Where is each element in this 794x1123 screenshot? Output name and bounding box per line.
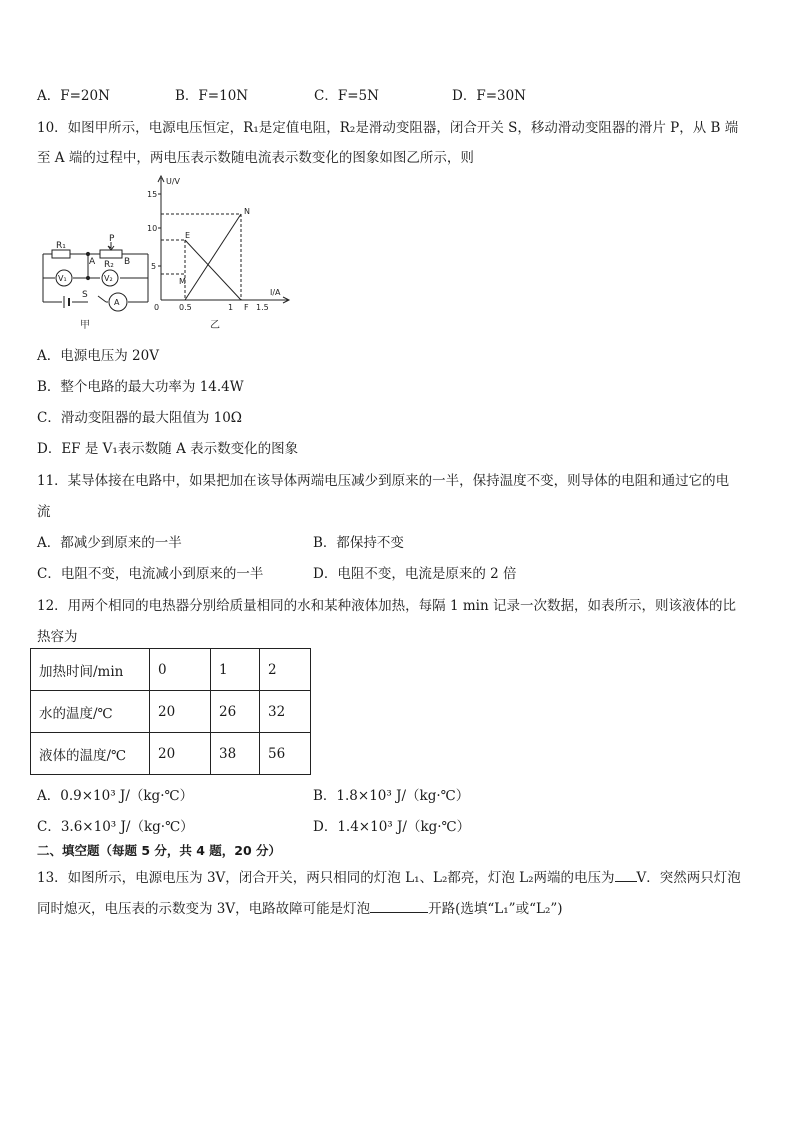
- q12-stem-line1: 12．用两个相同的电热器分别给质量相同的水和某种液体加热，每隔 1 min 记录一次数据，如表所示，则该液体的比: [37, 598, 736, 614]
- q9-option-c: C．F=5N: [314, 88, 379, 104]
- y-tick-10: 10: [147, 224, 158, 233]
- label-v1: V₁: [58, 274, 67, 283]
- label-p: P: [109, 234, 115, 244]
- q10-figure-svg: [38, 172, 294, 332]
- x-tick-1.5: 1.5: [256, 303, 269, 312]
- q10-stem-line2: 至 A 端的过程中，两电压表示数随电流表示数变化的图象如图乙所示，则: [37, 150, 474, 166]
- label-r2: R₂: [104, 260, 114, 270]
- y-tick-5: 5: [151, 262, 157, 271]
- table-cell: 1: [211, 649, 260, 691]
- label-s: S: [82, 290, 88, 300]
- label-a: A: [89, 257, 96, 267]
- q12-stem-line2: 热容为: [37, 629, 78, 645]
- table-cell: 水的温度/℃: [31, 691, 150, 733]
- q11-stem-line1: 11．某导体接在电路中，如果把加在该导体两端电压减少到原来的一半，保持温度不变，则导体的电阻和通过它的电: [37, 473, 730, 489]
- y-axis-label: U/V: [166, 177, 181, 186]
- q12-option-a: A．0.9×10³ J/（kg·℃）: [37, 788, 194, 804]
- x-axis-label: I/A: [270, 288, 281, 297]
- table-row: [31, 649, 311, 691]
- table-cell: 26: [211, 691, 260, 733]
- table-row: [31, 691, 311, 733]
- label-graph-yi: 乙: [210, 320, 220, 331]
- section-heading: 二、填空题（每题 5 分，共 4 题，20 分）: [37, 843, 282, 858]
- table-cell: 32: [260, 691, 311, 733]
- table-cell: 加热时间/min: [31, 649, 150, 691]
- q9-option-a: A．F=20N: [37, 88, 110, 104]
- q12-data-table: [30, 648, 311, 775]
- graph-labels: [147, 177, 281, 331]
- q13-line1: [37, 866, 741, 886]
- x-tick-0.5: 0.5: [179, 303, 192, 312]
- q13-answer-blank-1[interactable]: [615, 869, 637, 882]
- q10-option-d: D．EF 是 V₁表示数随 A 表示数变化的图象: [37, 441, 299, 457]
- table-cell: 液体的温度/℃: [31, 733, 150, 775]
- q11-option-b: B．都保持不变: [313, 535, 404, 551]
- q9-option-d: D．F=30N: [452, 88, 526, 104]
- label-circuit-jia: 甲: [80, 320, 90, 331]
- point-m: M: [179, 277, 186, 286]
- x-tick-0: 0: [154, 303, 160, 312]
- q13-line1-text-b: V．突然两只灯泡: [636, 870, 741, 886]
- table-cell: 0: [150, 649, 211, 691]
- q11-option-a: A．都减少到原来的一半: [37, 535, 182, 551]
- q10-stem-line1: 10．如图甲所示，电源电压恒定，R₁是定值电阻，R₂是滑动变阻器，闭合开关 S，移动滑动变阻器的滑片 P，从 B 端: [37, 120, 739, 136]
- table-cell: 56: [260, 733, 311, 775]
- q13-line2-text-b: 开路(选填“L₁”或“L₂”): [428, 901, 563, 917]
- table-cell: 20: [150, 691, 211, 733]
- label-v2: V₂: [104, 274, 113, 283]
- q11-stem-line2: 流: [37, 504, 51, 520]
- q12-option-c: C．3.6×10³ J/（kg·℃）: [37, 819, 194, 835]
- label-b: B: [124, 257, 131, 267]
- q13-line2-text-a: 同时熄灭，电压表的示数变为 3V，电路故障可能是灯泡: [37, 901, 371, 917]
- x-tick-1: 1: [228, 303, 234, 312]
- label-r1: R₁: [56, 241, 66, 251]
- resistor-r1: [52, 250, 70, 258]
- table-cell: 38: [211, 733, 260, 775]
- q11-option-c: C．电阻不变，电流减小到原来的一半: [37, 566, 264, 582]
- table-row: [31, 733, 311, 775]
- graph: [158, 176, 289, 303]
- q12-option-d: D．1.4×10³ J/（kg·℃）: [313, 819, 471, 835]
- q13-line1-text-a: 13．如图所示，电源电压为 3V，闭合开关，两只相同的灯泡 L₁、L₂都亮，灯泡 L₂两端的电压为: [37, 870, 615, 886]
- line-mn: [185, 214, 241, 300]
- resistor-r2: [100, 250, 122, 258]
- switch-blade: [98, 296, 106, 302]
- q13-answer-blank-2[interactable]: [370, 900, 428, 913]
- q10-figure: [38, 172, 294, 332]
- point-n: N: [244, 207, 250, 216]
- table-cell: 2: [260, 649, 311, 691]
- q10-option-a: A．电源电压为 20V: [37, 348, 159, 364]
- q13-line2: [37, 897, 563, 917]
- q10-option-b: B．整个电路的最大功率为 14.4W: [37, 379, 244, 395]
- q9-option-b: B．F=10N: [175, 88, 249, 104]
- line-ef: [185, 240, 241, 300]
- q10-option-c: C．滑动变阻器的最大阻值为 10Ω: [37, 410, 242, 426]
- label-ammeter: A: [114, 298, 120, 307]
- q12-option-b: B．1.8×10³ J/（kg·℃）: [313, 788, 470, 804]
- point-e: E: [185, 231, 191, 240]
- q11-option-d: D．电阻不变，电流是原来的 2 倍: [313, 566, 517, 582]
- point-f: F: [244, 303, 249, 312]
- table-cell: 20: [150, 733, 211, 775]
- y-tick-15: 15: [147, 190, 158, 199]
